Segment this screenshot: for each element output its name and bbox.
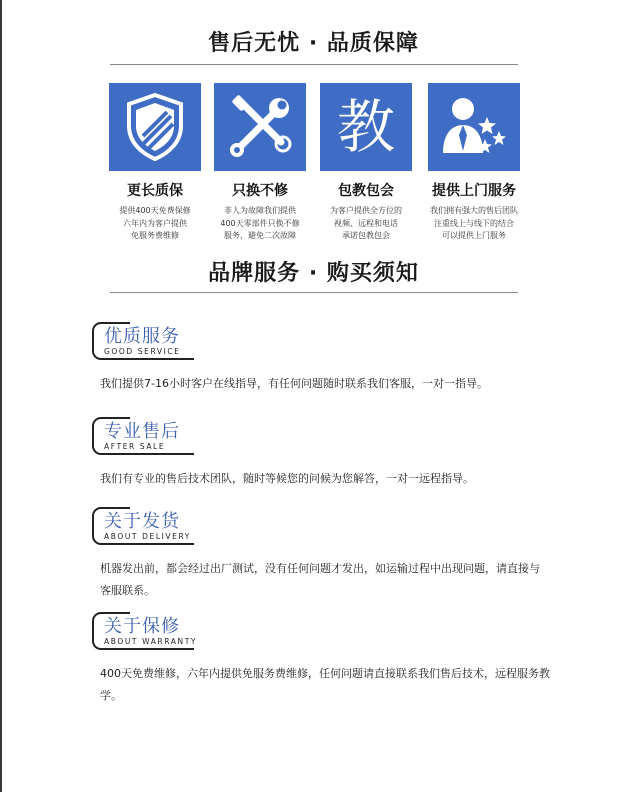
service-title: 关于保修 — [104, 616, 180, 637]
feature-tile — [320, 83, 412, 171]
service-title: 关于发货 — [104, 511, 180, 532]
brand-service-heading: 品牌服务 · 购买须知 — [208, 261, 419, 286]
feature-tile — [109, 83, 201, 171]
service-title: 优质服务 — [104, 326, 180, 347]
service-text: 400天免费维修，六年内提供免服务费维修，任何问题请直接联系我们售后技术，远程服务教学。 — [100, 667, 550, 702]
tools-icon — [225, 92, 295, 162]
feature-teaching — [306, 83, 426, 243]
service-subtitle: AFTER SALE — [104, 442, 166, 451]
service-subtitle: ABOUT DELIVERY — [104, 532, 191, 541]
feature-tile — [214, 83, 306, 171]
service-good-service — [92, 320, 542, 395]
service-badge — [92, 610, 212, 654]
feature-replace-only — [200, 83, 320, 243]
feature-title: 更长质保 — [127, 183, 183, 199]
service-subtitle: ABOUT WARRANTY — [104, 637, 198, 646]
service-text: 机器发出前，都会经过出厂测试，没有任何问题才发出，如运输过程中出现问题，请直接与客服联系。 — [100, 562, 540, 597]
service-badge — [92, 505, 212, 549]
service-badge — [92, 415, 212, 459]
heading-divider — [110, 292, 518, 293]
feature-title: 只换不修 — [232, 183, 288, 199]
feature-description: 我们拥有强大的售后团队 注重线上与线下的结合 可以提供上门服务 — [430, 206, 518, 240]
feature-tile — [428, 83, 520, 171]
service-subtitle: GOOD SERVICE — [104, 347, 181, 356]
support-team-icon — [437, 91, 511, 163]
service-badge — [92, 320, 212, 364]
feature-description: 为客户提供全方位的 视频、远程和电话 承诺包教包会 — [330, 206, 402, 240]
service-text: 我们提供7-16小时客户在线指导，有任何问题随时联系我们客服，一对一指导。 — [100, 377, 488, 390]
teach-icon: 教 — [336, 93, 395, 161]
heading-divider — [110, 64, 518, 65]
service-after-sale — [92, 415, 542, 490]
feature-title: 提供上门服务 — [432, 183, 516, 199]
feature-description: 提供400天免费保修 六年内为客户提供 免服务费维修 — [119, 206, 191, 240]
service-text: 我们有专业的售后技术团队，随时等候您的问候为您解答，一对一远程指导。 — [100, 472, 474, 485]
feature-grid — [0, 83, 627, 243]
feature-warranty — [95, 83, 215, 243]
after-sales-heading: 售后无忧 · 品质保障 — [208, 31, 419, 56]
service-warranty — [92, 610, 550, 707]
shield-icon — [123, 92, 187, 162]
feature-title: 包教包会 — [338, 183, 394, 199]
feature-description: 非人为故障我们提供 400天零部件只换不修 服务，避免二次故障 — [220, 206, 300, 240]
feature-onsite-service — [414, 83, 534, 243]
service-delivery — [92, 505, 542, 602]
service-title: 专业售后 — [104, 421, 180, 442]
